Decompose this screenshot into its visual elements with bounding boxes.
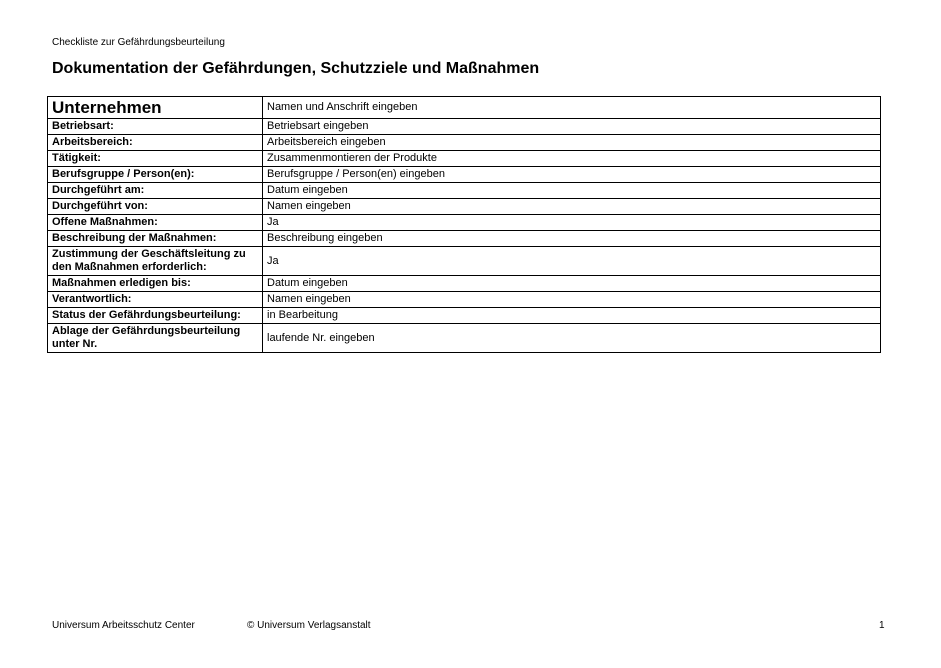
row-label: Durchgeführt am: xyxy=(48,183,263,199)
footer-publisher-center: Universum Arbeitsschutz Center xyxy=(52,620,195,631)
row-label: Offene Maßnahmen: xyxy=(48,215,263,231)
page-number: 1 xyxy=(879,620,885,631)
table-row xyxy=(48,97,881,119)
row-value-field[interactable]: Ja xyxy=(263,215,881,231)
row-value-field[interactable]: Berufsgruppe / Person(en) eingeben xyxy=(263,167,881,183)
table-row xyxy=(48,199,881,215)
page-title: Dokumentation der Gefährdungen, Schutzziele und Maßnahmen xyxy=(52,60,540,77)
row-label: Verantwortlich: xyxy=(48,292,263,308)
table-row xyxy=(48,183,881,199)
table-row xyxy=(48,215,881,231)
row-value-field[interactable]: Zusammenmontieren der Produkte xyxy=(263,151,881,167)
table-row xyxy=(48,151,881,167)
row-label: Berufsgruppe / Person(en): xyxy=(48,167,263,183)
table-row xyxy=(48,231,881,247)
row-value-field[interactable]: Arbeitsbereich eingeben xyxy=(263,135,881,151)
row-value-field[interactable]: Beschreibung eingeben xyxy=(263,231,881,247)
row-value-field[interactable]: laufende Nr. eingeben xyxy=(263,324,881,353)
row-value-field[interactable]: Ja xyxy=(263,247,881,276)
row-label: Tätigkeit: xyxy=(48,151,263,167)
table-row xyxy=(48,324,881,353)
table-row xyxy=(48,119,881,135)
row-label: Zustimmung der Geschäftsleitung zu den Maßnahmen erforderlich: xyxy=(48,247,263,276)
table-row xyxy=(48,276,881,292)
footer-copyright: © Universum Verlagsanstalt xyxy=(247,620,371,631)
row-value-field[interactable]: Namen eingeben xyxy=(263,292,881,308)
row-label: Arbeitsbereich: xyxy=(48,135,263,151)
row-value-field[interactable]: Betriebsart eingeben xyxy=(263,119,881,135)
row-value-field[interactable]: Datum eingeben xyxy=(263,183,881,199)
table-row xyxy=(48,167,881,183)
row-label: Beschreibung der Maßnahmen: xyxy=(48,231,263,247)
row-label: Status der Gefährdungsbeurteilung: xyxy=(48,308,263,324)
table-row xyxy=(48,247,881,276)
table-row xyxy=(48,308,881,324)
row-label: Ablage der Gefährdungsbeurteilung unter Nr. xyxy=(48,324,263,353)
row-value-field[interactable]: Namen und Anschrift eingeben xyxy=(263,97,881,119)
row-label: Unternehmen xyxy=(48,97,263,119)
row-label: Betriebsart: xyxy=(48,119,263,135)
row-value-field[interactable]: in Bearbeitung xyxy=(263,308,881,324)
row-label: Maßnahmen erledigen bis: xyxy=(48,276,263,292)
table-row xyxy=(48,292,881,308)
header-small-title: Checkliste zur Gefährdungsbeurteilung xyxy=(52,37,225,48)
row-value-field[interactable]: Datum eingeben xyxy=(263,276,881,292)
row-value-field[interactable]: Namen eingeben xyxy=(263,199,881,215)
assessment-form-table xyxy=(47,96,881,353)
table-row xyxy=(48,135,881,151)
row-label: Durchgeführt von: xyxy=(48,199,263,215)
